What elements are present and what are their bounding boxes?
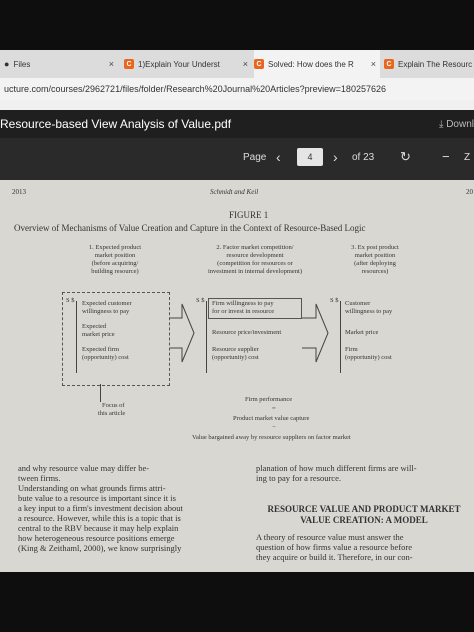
figure-label: FIGURE 1 — [229, 210, 269, 220]
panel2-row1b: for or invest in resource — [212, 308, 275, 315]
panel3-row3b: (opportunity) cost — [345, 354, 392, 361]
text-line: (King & Zeithaml, 2000), we know surprisingly — [18, 543, 182, 553]
panel2-row2: Resource price/investment — [212, 329, 282, 336]
col3-line3: (after deploying — [354, 260, 396, 267]
panel3-row2: Market price — [345, 329, 379, 336]
close-icon[interactable]: × — [370, 59, 376, 69]
right-text-top — [256, 463, 472, 483]
arrow-1-to-2 — [168, 298, 196, 368]
text-line: how heterogeneous resource positions emerge — [18, 533, 175, 543]
panel3-row1b: willingness to pay — [345, 308, 393, 315]
page-total: of 23 — [352, 152, 375, 163]
panel3-axis — [340, 301, 341, 373]
text-line: and why resource value may differ be- — [18, 463, 150, 473]
panel1-row2b: market price — [82, 331, 115, 338]
eq-minus: − — [272, 424, 276, 431]
text-line: they acquire or build it. Therefore, in our con- — [256, 552, 413, 562]
panel1-axis — [76, 301, 77, 373]
tab-explain-underst[interactable] — [124, 50, 252, 78]
panel2-row1: Firm willingness to pay — [212, 300, 274, 307]
tab-label: Solved: How does the R — [268, 59, 354, 69]
panel1-row3: Expected firm — [82, 346, 119, 353]
col3-line2: market position — [354, 252, 396, 259]
panel1-row2: Expected — [82, 323, 107, 330]
focus-line2: this article — [98, 410, 126, 417]
col1-line4: building resource) — [91, 268, 139, 275]
panel1-row3b: (opportunity) cost — [82, 354, 129, 361]
tab-label: Files — [13, 59, 31, 69]
section-heading-line1: RESOURCE VALUE AND PRODUCT MARKET — [267, 504, 461, 514]
column-heading-1 — [70, 244, 160, 276]
col3-line1: 3. Ex post product — [351, 244, 399, 251]
column-heading-2 — [190, 244, 320, 276]
pdf-page — [0, 180, 474, 572]
right-text-bottom — [256, 532, 472, 562]
col1-line1: 1. Expected product — [88, 244, 142, 251]
page-label: Page — [243, 152, 267, 163]
text-line: Understanding on what grounds firms attri- — [18, 483, 166, 493]
tab-label: 1)Explain Your Underst — [138, 59, 220, 69]
tab-label: Explain The Resourc — [398, 59, 473, 69]
text-line: a resource. However, while this is a topic that is — [18, 513, 181, 523]
browser-tab-bar — [0, 50, 474, 78]
col1-line3: (before acquiring/ — [91, 260, 139, 267]
panel1-row1b: willingness to pay — [82, 308, 130, 315]
tab-solved[interactable] — [254, 50, 380, 78]
page-number-input[interactable]: 4 — [297, 148, 323, 166]
col1-line2: market position — [94, 252, 136, 259]
focus-line1: Focus of — [102, 402, 125, 409]
rotate-icon[interactable]: ↻ — [400, 149, 411, 164]
section-heading — [256, 504, 472, 526]
tab-explain-resource[interactable] — [384, 50, 474, 78]
chegg-favicon-icon: C — [124, 59, 134, 69]
download-label: Downl — [446, 118, 474, 130]
arrow-2-to-3 — [300, 298, 330, 368]
address-bar[interactable] — [0, 78, 474, 100]
panel3-row3: Firm — [345, 346, 358, 353]
left-text-column — [18, 463, 246, 553]
focus-connector — [100, 384, 101, 402]
panel1-row1: Expected customer — [82, 300, 132, 307]
next-page-icon[interactable]: › — [333, 149, 338, 165]
panel3-axis-label: S $ — [330, 297, 339, 304]
text-line: bute value to a resource is important since it is — [18, 493, 176, 503]
col2-line2: resource development — [226, 252, 284, 259]
panel2-row3: Resource supplier — [212, 346, 259, 353]
col2-line3: (competition for resources or — [217, 260, 293, 267]
header-page: 20 — [466, 188, 473, 196]
panel2-axis — [206, 301, 207, 373]
screen-bezel — [0, 572, 474, 632]
text-line: tween firms. — [18, 473, 61, 483]
panel1-axis-label: S $ — [66, 297, 75, 304]
panel3-row1: Customer — [345, 300, 371, 307]
text-line: planation of how much different firms are will- — [256, 463, 417, 473]
eq-value-bargained: Value bargained away by resource suppliers on factor market — [192, 434, 351, 441]
prev-page-icon[interactable]: ‹ — [276, 149, 281, 165]
pdf-title-bar — [0, 110, 474, 138]
text-line: ing to pay for a resource. — [256, 473, 341, 483]
header-authors: Schmidt and Keil — [210, 188, 259, 196]
tab-files[interactable] — [4, 50, 120, 78]
document-title: Resource-based View Analysis of Value.pdf — [0, 117, 232, 131]
pdf-toolbar — [0, 138, 474, 180]
figure-title: Overview of Mechanisms of Value Creation and Capture in the Context of Resource-Based Logic — [14, 223, 366, 233]
text-line: central to the RBV because it may help explain — [18, 523, 179, 533]
close-icon[interactable]: × — [242, 59, 248, 69]
chegg-favicon-icon: C — [384, 59, 394, 69]
col2-line1: 2. Factor market competition/ — [216, 244, 294, 251]
download-button[interactable] — [439, 119, 474, 130]
eq-product-market-value: Product market value capture — [233, 415, 310, 422]
text-line: a key input to a firm's investment decision about — [18, 503, 183, 513]
zoom-label: Z — [464, 152, 471, 163]
header-year: 2013 — [12, 188, 26, 196]
download-icon: ⤓ — [439, 118, 447, 130]
column-heading-3 — [330, 244, 420, 276]
panel2-row3b: (opportunity) cost — [212, 354, 259, 361]
zoom-out-icon[interactable]: − — [442, 149, 450, 164]
panel2-axis-label: S $ — [196, 297, 205, 304]
text-line: question of how firms value a resource before — [256, 542, 413, 552]
section-heading-line2: VALUE CREATION: A MODEL — [300, 515, 428, 525]
eq-equals: = — [272, 405, 276, 412]
col2-line4: investment in internal development) — [207, 268, 303, 275]
col3-line4: resources) — [361, 268, 389, 275]
close-icon[interactable]: × — [108, 59, 114, 69]
text-line: A theory of resource value must answer the — [256, 532, 404, 542]
eq-firm-performance: Firm performance — [245, 396, 293, 403]
tab-dot-icon: ● — [4, 59, 10, 69]
chegg-favicon-icon: C — [254, 59, 264, 69]
url-text[interactable]: ucture.com/courses/2962721/files/folder/Research%20Journal%20Articles?preview=180257626 — [4, 84, 386, 94]
